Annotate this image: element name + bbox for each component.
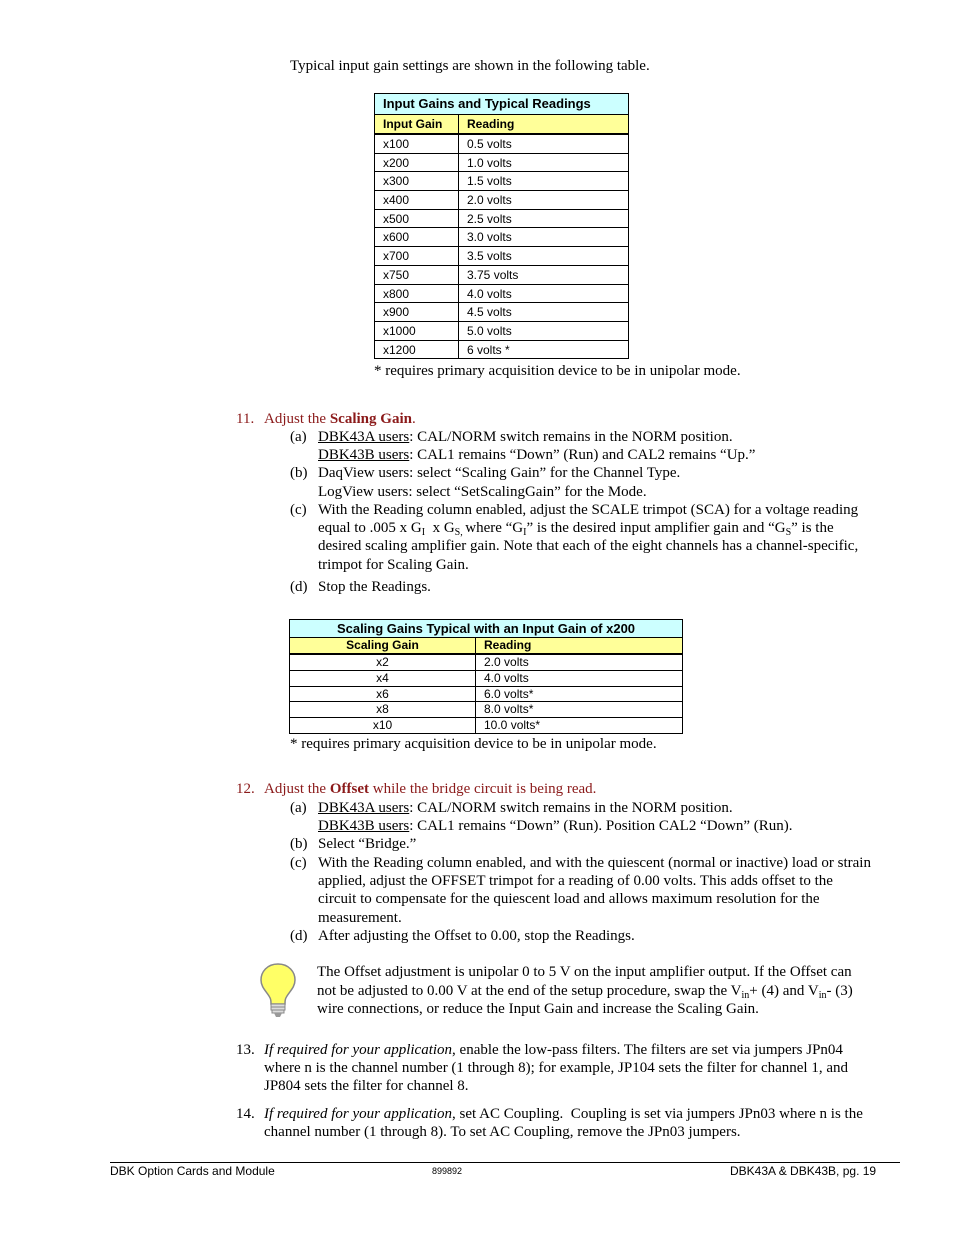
table-cell-reading: 4.5 volts	[467, 305, 512, 320]
table-cell-reading: 8.0 volts*	[484, 702, 534, 717]
table-cell-gain: x10	[290, 718, 476, 733]
table-cell-gain: x400	[375, 191, 459, 209]
step-12c-line4: measurement.	[318, 910, 402, 926]
column-header-reading: Reading	[467, 117, 515, 131]
table-row	[290, 686, 682, 702]
step-12d-label: (d)	[290, 928, 308, 944]
step-13-line3: JP804 sets the filter for channel 8.	[264, 1078, 469, 1094]
column-header-reading: Reading	[484, 638, 532, 652]
table-cell-reading: 6 volts *	[467, 342, 510, 357]
table-cell-reading: 3.75 volts	[467, 267, 519, 282]
step-12-heading: Adjust the Offset while the bridge circuit is being read.	[264, 781, 597, 797]
step-12a-line2: DBK43B users: CAL1 remains “Down” (Run). Position CAL2 “Down” (Run).	[318, 818, 793, 834]
step-13-number: 13.	[236, 1042, 255, 1058]
table1-note: * requires primary acquisition device to be in unipolar mode.	[374, 363, 741, 379]
step-12c-line2: applied, adjust the OFFSET trimpot for a reading of 0.00 volts. This adds offset to the	[318, 873, 833, 889]
step-12-number: 12.	[236, 781, 255, 797]
table-title: Input Gains and Typical Readings	[375, 94, 628, 114]
table-row	[375, 321, 628, 340]
table-cell-reading: 2.5 volts	[467, 211, 512, 226]
table2-note: * requires primary acquisition device to be in unipolar mode.	[290, 736, 657, 752]
step-12c-line3: circuit to compensate for the quiescent load and allows maximum resolution for the	[318, 891, 820, 907]
table-row	[375, 227, 628, 246]
table-cell-gain: x900	[375, 303, 459, 321]
table-row	[375, 171, 628, 190]
table-cell-reading: 3.5 volts	[467, 249, 512, 264]
step-11b-label: (b)	[290, 465, 308, 481]
table-cell-reading: 10.0 volts*	[484, 718, 541, 733]
table-row	[375, 135, 628, 153]
table-cell-reading: 6.0 volts*	[484, 686, 534, 701]
lightbulb-icon	[258, 962, 298, 1018]
column-header-input-gain: Input Gain	[375, 115, 459, 133]
step-12c-line1: With the Reading column enabled, and with the quiescent (normal or inactive) load or strain	[318, 855, 871, 871]
table-row	[290, 670, 682, 686]
tip-line1: The Offset adjustment is unipolar 0 to 5 V on the input amplifier output. If the Offset can	[317, 964, 852, 980]
table-cell-reading: 2.0 volts	[484, 655, 529, 669]
table-cell-gain: x300	[375, 172, 459, 190]
step-13-line1: If required for your application, enable the low-pass filters. The filters are set via jumpers JPn04	[264, 1042, 843, 1058]
table-cell-gain: x4	[290, 671, 476, 686]
input-gains-table	[374, 93, 629, 359]
tip-line3: wire connections, or reduce the Input Gain and increase the Scaling Gain.	[317, 1001, 759, 1017]
table-row	[290, 701, 682, 717]
footer-center: 899892	[432, 1166, 463, 1176]
step-12a-label: (a)	[290, 800, 307, 816]
step-11b-line1: DaqView users: select “Scaling Gain” for the Channel Type.	[318, 465, 681, 481]
table-cell-gain: x2	[290, 655, 476, 670]
step-11a-line2: DBK43B users: CAL1 remains “Down” (Run) and CAL2 remains “Up.”	[318, 447, 756, 463]
table-cell-gain: x600	[375, 228, 459, 246]
intro-text: Typical input gain settings are shown in the following table.	[290, 58, 650, 74]
table-title: Scaling Gains Typical with an Input Gain of x200	[290, 620, 682, 637]
table-cell-reading: 3.0 volts	[467, 230, 512, 245]
step-14-number: 14.	[236, 1106, 255, 1122]
table-row	[290, 717, 682, 733]
table-header-row	[290, 637, 682, 655]
footer-left: DBK Option Cards and Module	[110, 1164, 275, 1178]
table-cell-reading: 0.5 volts	[467, 137, 512, 151]
step-11c-line3: desired scaling amplifier gain. Note that each of the eight channels has a channel-specific,	[318, 538, 859, 554]
step-12b-line1: Select “Bridge.”	[318, 836, 417, 852]
step-14-line2: channel number (1 through 8). To set AC Coupling, remove the JPn03 jumpers.	[264, 1124, 741, 1140]
table-row	[375, 302, 628, 321]
step-11c-line2: equal to .005 x $G_I$ x $G_{S,}$ where “$G_I$” is the desired input amplifier gain and “$G_S$” is the	[318, 520, 834, 538]
tip-line2: not be adjusted to 0.00 V at the end of the setup procedure, swap the $V_{in}+ (4)$ and $V_{in}-$ (3)	[317, 983, 853, 1001]
table-cell-gain: x100	[375, 135, 459, 153]
step-11a-line1: DBK43A users: CAL/NORM switch remains in the NORM position.	[318, 429, 733, 445]
step-11d-line1: Stop the Readings.	[318, 579, 431, 595]
step-14-line1: If required for your application, set AC Coupling. Coupling is set via jumpers JPn03 where n is the	[264, 1106, 863, 1122]
table-cell-gain: x500	[375, 210, 459, 228]
step-11c-line1: With the Reading column enabled, adjust the SCALE trimpot (SCA) for a voltage reading	[318, 502, 859, 518]
step-11c-line4: trimpot for Scaling Gain.	[318, 557, 469, 573]
table-row	[375, 265, 628, 284]
step-12b-label: (b)	[290, 836, 308, 852]
table-header-row	[375, 114, 628, 135]
table-cell-reading: 4.0 volts	[467, 286, 512, 301]
table-row	[375, 209, 628, 228]
table-cell-gain: x1200	[375, 341, 459, 359]
table-cell-gain: x800	[375, 285, 459, 303]
table-row	[375, 340, 628, 359]
step-11-heading: Adjust the Scaling Gain.	[264, 411, 416, 427]
table-row	[375, 246, 628, 265]
table-row	[375, 190, 628, 209]
step-11d-label: (d)	[290, 579, 308, 595]
table-row	[375, 284, 628, 303]
table-cell-reading: 1.5 volts	[467, 174, 512, 189]
step-12d-line1: After adjusting the Offset to 0.00, stop the Readings.	[318, 928, 635, 944]
table-cell-gain: x8	[290, 702, 476, 717]
table-row	[375, 153, 628, 172]
column-header-scaling-gain: Scaling Gain	[290, 638, 476, 653]
step-12c-label: (c)	[290, 855, 307, 871]
footer-right: DBK43A & DBK43B, pg. 19	[730, 1164, 877, 1178]
table-cell-gain: x1000	[375, 322, 459, 340]
step-12a-line1: DBK43A users: CAL/NORM switch remains in the NORM position.	[318, 800, 733, 816]
step-11b-line2: LogView users: select “SetScalingGain” for the Mode.	[318, 484, 647, 500]
table-row	[290, 655, 682, 670]
table-cell-gain: x200	[375, 154, 459, 172]
table-cell-gain: x750	[375, 266, 459, 284]
table-cell-reading: 4.0 volts	[484, 670, 529, 685]
table-cell-gain: x6	[290, 687, 476, 702]
step-13-line2: where n is the channel number (1 through 8); for example, JP104 sets the filter for channel 1, and	[264, 1060, 848, 1076]
step-11-number: 11.	[236, 411, 255, 427]
footer-divider	[110, 1162, 900, 1163]
scaling-gains-table	[289, 619, 683, 734]
table-cell-reading: 5.0 volts	[467, 323, 512, 338]
table-cell-reading: 2.0 volts	[467, 193, 512, 208]
step-11a-label: (a)	[290, 429, 307, 445]
table-cell-reading: 1.0 volts	[467, 155, 512, 170]
table-cell-gain: x700	[375, 247, 459, 265]
step-11c-label: (c)	[290, 502, 307, 518]
